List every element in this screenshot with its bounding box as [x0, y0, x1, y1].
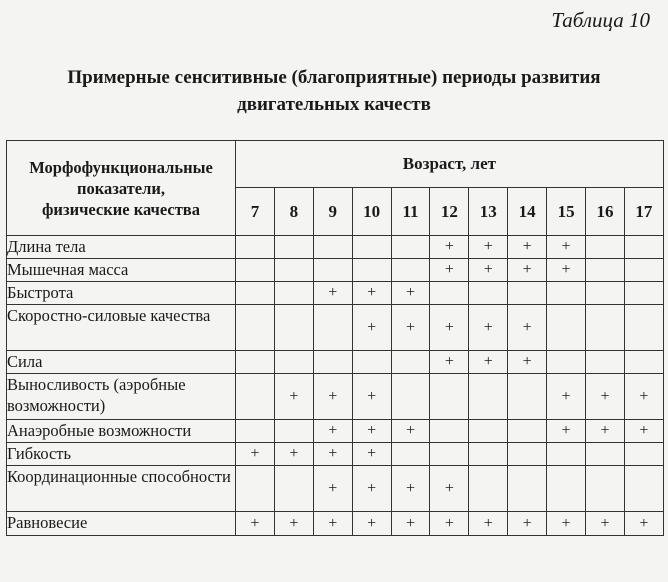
plus-mark: + [600, 387, 610, 405]
period-cell [236, 420, 275, 443]
plus-mark: + [561, 238, 571, 255]
period-cell [469, 420, 508, 443]
parameter-header-line-1: Морфофункциональные [29, 157, 213, 177]
period-cell [508, 443, 547, 466]
row-label: Длина тела [7, 236, 236, 259]
table-row [7, 443, 664, 466]
period-cell [430, 443, 469, 466]
period-cell [391, 420, 430, 443]
age-column-header: 13 [469, 188, 508, 236]
plus-mark: + [405, 479, 416, 497]
period-cell [313, 443, 352, 466]
period-cell [547, 420, 586, 443]
plus-mark: + [405, 318, 416, 336]
plus-mark: + [328, 422, 338, 439]
period-cell [586, 420, 625, 443]
period-cell [274, 512, 313, 536]
period-cell [313, 374, 352, 420]
period-cell [586, 443, 625, 466]
period-cell [391, 259, 430, 282]
period-cell [274, 259, 313, 282]
plus-mark: + [444, 514, 454, 532]
plus-mark: + [639, 387, 649, 405]
table-title-line-1: Примерные сенситивные (благоприятные) периоды развития [67, 67, 601, 88]
plus-mark: + [328, 387, 338, 405]
plus-mark: + [367, 514, 377, 532]
period-cell [313, 351, 352, 374]
table-number-label: Таблица 10 [551, 8, 650, 32]
plus-mark: + [444, 238, 454, 255]
age-column-header: 14 [508, 188, 547, 236]
period-cell [624, 305, 663, 351]
period-cell [313, 236, 352, 259]
period-cell [469, 351, 508, 374]
age-column-header: 12 [430, 188, 469, 236]
period-cell [624, 512, 663, 536]
period-cell [469, 259, 508, 282]
plus-mark: + [600, 422, 610, 439]
period-cell [624, 374, 663, 420]
parameter-header-line-2: показатели, [76, 178, 166, 198]
plus-mark: + [367, 318, 377, 336]
row-label: Сила [7, 351, 236, 374]
plus-mark: + [522, 261, 532, 278]
plus-mark: + [522, 353, 532, 370]
period-cell [313, 420, 352, 443]
row-label: Анаэробные возможности [7, 420, 236, 443]
sensitive-periods-table [6, 140, 664, 536]
plus-mark: + [522, 238, 532, 255]
period-cell [352, 282, 391, 305]
period-cell [624, 236, 663, 259]
row-label: Выносливость (аэробные возможности) [7, 374, 236, 420]
period-cell [236, 443, 275, 466]
plus-mark: + [639, 422, 649, 439]
plus-mark: + [367, 422, 377, 439]
period-cell [391, 236, 430, 259]
period-cell [624, 282, 663, 305]
period-cell [274, 305, 313, 351]
table-row [7, 374, 664, 420]
row-label: Равновесие [7, 512, 236, 536]
period-cell [469, 282, 508, 305]
plus-mark: + [483, 261, 493, 278]
plus-mark: + [405, 514, 416, 532]
period-cell [624, 443, 663, 466]
period-cell [624, 259, 663, 282]
period-cell [391, 282, 430, 305]
period-cell [586, 351, 625, 374]
plus-mark: + [522, 318, 532, 336]
period-cell [391, 305, 430, 351]
row-label: Скоростно-силовые качества [7, 305, 236, 351]
period-cell [508, 236, 547, 259]
period-cell [352, 351, 391, 374]
period-cell [313, 466, 352, 512]
period-cell [547, 374, 586, 420]
plus-mark: + [561, 514, 571, 532]
table-row [7, 351, 664, 374]
period-cell [313, 282, 352, 305]
table-row [7, 466, 664, 512]
plus-mark: + [444, 479, 454, 497]
row-label: Мышечная масса [7, 259, 236, 282]
period-cell [586, 305, 625, 351]
period-cell [352, 374, 391, 420]
age-group-header: Возраст, лет [236, 141, 664, 188]
period-cell [430, 512, 469, 536]
table-title [0, 64, 668, 118]
period-cell [586, 259, 625, 282]
period-cell [274, 466, 313, 512]
period-cell [391, 374, 430, 420]
period-cell [624, 351, 663, 374]
period-cell [236, 282, 275, 305]
plus-mark: + [289, 387, 299, 405]
period-cell [624, 420, 663, 443]
age-column-header: 8 [274, 188, 313, 236]
table-title-line-2: двигательных качеств [237, 94, 431, 115]
period-cell [508, 466, 547, 512]
row-label: Координационные способности [7, 466, 236, 512]
period-cell [274, 374, 313, 420]
period-cell [236, 259, 275, 282]
plus-mark: + [367, 445, 377, 462]
period-cell [236, 374, 275, 420]
period-cell [313, 512, 352, 536]
plus-mark: + [328, 479, 338, 497]
period-cell [508, 420, 547, 443]
period-cell [391, 351, 430, 374]
plus-mark: + [289, 445, 299, 462]
plus-mark: + [600, 514, 610, 532]
parameter-header-line-3: физические качества [42, 199, 200, 219]
period-cell [430, 259, 469, 282]
period-cell [469, 374, 508, 420]
plus-mark: + [522, 514, 532, 532]
period-cell [352, 420, 391, 443]
period-cell [547, 305, 586, 351]
period-cell [586, 236, 625, 259]
plus-mark: + [561, 422, 571, 439]
age-column-header: 7 [236, 188, 275, 236]
period-cell [313, 305, 352, 351]
period-cell [236, 466, 275, 512]
period-cell [236, 512, 275, 536]
period-cell [352, 512, 391, 536]
period-cell [624, 466, 663, 512]
plus-mark: + [328, 284, 338, 301]
plus-mark: + [483, 238, 493, 255]
period-cell [352, 259, 391, 282]
plus-mark: + [444, 318, 454, 336]
age-column-header: 11 [391, 188, 430, 236]
plus-mark: + [250, 514, 260, 532]
period-cell [586, 374, 625, 420]
table-row [7, 305, 664, 351]
period-cell [274, 420, 313, 443]
period-cell [547, 512, 586, 536]
period-cell [508, 305, 547, 351]
plus-mark: + [405, 422, 416, 439]
plus-mark: + [561, 387, 571, 405]
plus-mark: + [483, 514, 493, 532]
age-column-header: 10 [352, 188, 391, 236]
plus-mark: + [367, 387, 377, 405]
age-column-header: 9 [313, 188, 352, 236]
period-cell [236, 305, 275, 351]
period-cell [547, 259, 586, 282]
period-cell [469, 466, 508, 512]
period-cell [274, 282, 313, 305]
period-cell [313, 259, 352, 282]
period-cell [508, 259, 547, 282]
period-cell [469, 305, 508, 351]
age-column-header: 17 [624, 188, 663, 236]
plus-mark: + [639, 514, 649, 532]
plus-mark: + [328, 445, 338, 462]
parameter-column-header [7, 141, 236, 236]
plus-mark: + [405, 284, 416, 301]
row-label: Быстрота [7, 282, 236, 305]
period-cell [508, 351, 547, 374]
period-cell [391, 466, 430, 512]
period-cell [430, 420, 469, 443]
plus-mark: + [250, 445, 260, 462]
period-cell [547, 236, 586, 259]
period-cell [430, 466, 469, 512]
period-cell [508, 282, 547, 305]
plus-mark: + [444, 353, 454, 370]
period-cell [352, 466, 391, 512]
period-cell [547, 466, 586, 512]
age-column-header: 16 [586, 188, 625, 236]
plus-mark: + [328, 514, 338, 532]
plus-mark: + [367, 479, 377, 497]
period-cell [430, 351, 469, 374]
plus-mark: + [561, 261, 571, 278]
period-cell [274, 351, 313, 374]
period-cell [469, 512, 508, 536]
period-cell [547, 443, 586, 466]
period-cell [352, 305, 391, 351]
period-cell [274, 443, 313, 466]
period-cell [586, 466, 625, 512]
period-cell [352, 443, 391, 466]
period-cell [586, 512, 625, 536]
period-cell [391, 443, 430, 466]
plus-mark: + [483, 318, 493, 336]
period-cell [391, 512, 430, 536]
period-cell [236, 236, 275, 259]
period-cell [508, 512, 547, 536]
period-cell [430, 282, 469, 305]
table-row [7, 259, 664, 282]
plus-mark: + [444, 261, 454, 278]
plus-mark: + [483, 353, 493, 370]
period-cell [547, 282, 586, 305]
period-cell [430, 374, 469, 420]
plus-mark: + [367, 284, 377, 301]
table-row [7, 236, 664, 259]
period-cell [236, 351, 275, 374]
table-row [7, 420, 664, 443]
table-row [7, 512, 664, 536]
period-cell [352, 236, 391, 259]
period-cell [430, 305, 469, 351]
period-cell [430, 236, 469, 259]
period-cell [586, 282, 625, 305]
period-cell [469, 236, 508, 259]
period-cell [547, 351, 586, 374]
age-column-header: 15 [547, 188, 586, 236]
period-cell [469, 443, 508, 466]
row-label: Гибкость [7, 443, 236, 466]
plus-mark: + [289, 514, 299, 532]
period-cell [274, 236, 313, 259]
period-cell [508, 374, 547, 420]
table-row [7, 282, 664, 305]
